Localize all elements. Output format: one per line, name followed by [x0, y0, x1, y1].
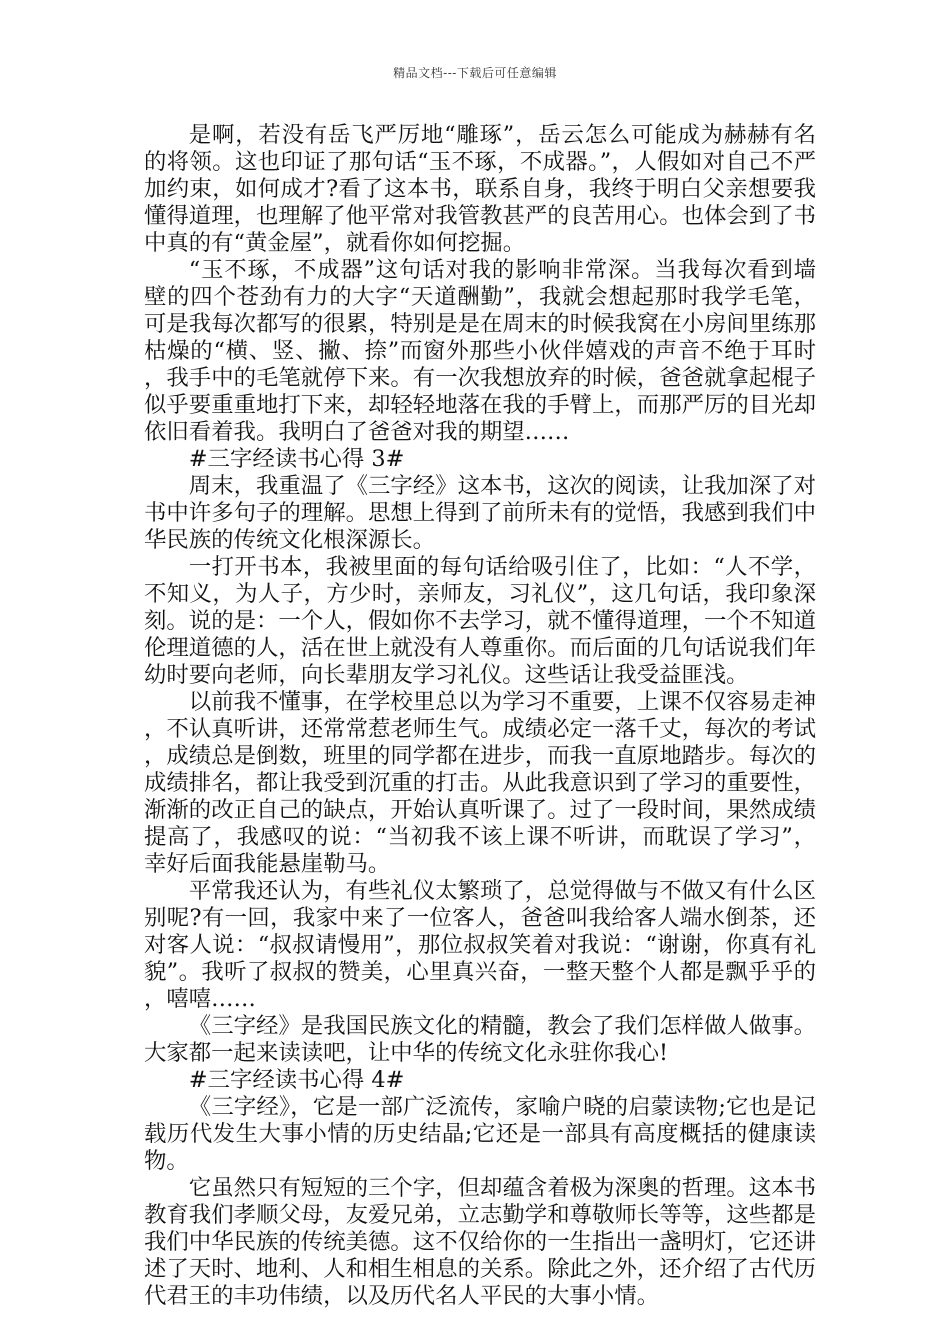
section-heading-3: #三字经读书心得 3# [188, 446, 405, 472]
paragraph-3: 周末，我重温了《三字经》这本书，这次的阅读，让我加深了对书中许多句子的理解。思想上得到了前所未有的觉悟，我感到我们中华民族的传统文化根深源长。 [144, 473, 816, 553]
paragraph-4: 一打开书本，我被里面的每句话给吸引住了，比如：“人不学，不知义，为人子，方少时，亲师友，习礼仪”，这几句话，我印象深刻。说的是：一个人，假如你不去学习，就不懂得道理，一个不知道伦理道德的人，活在世上就没有人尊重你。而后面的几句话说我们年幼时要向老师，向长辈朋友学习礼仪。这些话让我受益匪浅。 [144, 554, 816, 688]
paragraph-8: 《三字经》，它是一部广泛流传，家喻户晓的启蒙读物;它也是记载历代发生大事小情的历史结晶;它还是一部具有高度概括的健康读物。 [144, 1094, 816, 1174]
paragraph-5: 以前我不懂事，在学校里总以为学习不重要，上课不仅容易走神，不认真听讲，还常常惹老师生气。成绩必定一落千丈，每次的考试，成绩总是倒数，班里的同学都在进步，而我一直原地踏步。每次的成绩排名，都让我受到沉重的打击。从此我意识到了学习的重要性，渐渐的改正自己的缺点，开始认真听课了。过了一段时间，果然成绩提高了，我感叹的说：“当初我不该上课不听讲，而耽误了学习”，幸好后面我能悬崖勒马。 [144, 689, 816, 877]
paragraph-2: “玉不琢，不成器”这句话对我的影响非常深。当我每次看到墙壁的四个苍劲有力的大字“天道酬勤”，我就会想起那时我学毛笔，可是我每次都写的很累，特别是是在周末的时候我窝在小房间里练那枯燥的“横、竖、撇、捺”而窗外那些小伙伴嬉戏的声音不绝于耳时，我手中的毛笔就停下来。有一次我想放弃的时候，爸爸就拿起棍子似乎要重重地打下来，却轻轻地落在我的手臂上，而那严厉的目光却依旧看着我。我明白了爸爸对我的期望…… [144, 257, 816, 445]
paragraph-9: 它虽然只有短短的三个字，但却蕴含着极为深奥的哲理。这本书教育我们孝顺父母，友爱兄弟，立志勤学和尊敬师长等等，这些都是我们中华民族的传统美德。这不仅给你的一生指出一盏明灯，它还讲述了天时、地利、人和相生相息的关系。除此之外，还介绍了古代历代君王的丰功伟绩，以及历代名人平民的大事小情。 [144, 1175, 816, 1309]
paragraph-1: 是啊，若没有岳飞严厉地“雕琢”，岳云怎么可能成为赫赫有名的将领。这也印证了那句话“玉不琢，不成器。”，人假如对自己不严加约束，如何成才?看了这本书，联系自身，我终于明白父亲想要我懂得道理，也理解了他平常对我管教甚严的良苦用心。也体会到了书中真的有“黄金屋”，就看你如何挖掘。 [144, 122, 816, 256]
section-heading-4: #三字经读书心得 4# [188, 1067, 405, 1093]
paragraph-7: 《三字经》是我国民族文化的精髓，教会了我们怎样做人做事。大家都一起来读读吧，让中华的传统文化永驻你我心! [144, 1013, 816, 1066]
document-body [144, 122, 816, 1310]
page-header: 精品文档---下载后可任意编辑 [393, 66, 557, 80]
paragraph-6: 平常我还认为，有些礼仪太繁琐了，总觉得做与不做又有什么区别呢?有一回，我家中来了一位客人，爸爸叫我给客人端水倒茶，还对客人说：“叔叔请慢用”，那位叔叔笑着对我说：“谢谢，你真有礼貌”。我听了叔叔的赞美，心里真兴奋，一整天整个人都是飘乎乎的，嘻嘻…… [144, 878, 816, 1012]
